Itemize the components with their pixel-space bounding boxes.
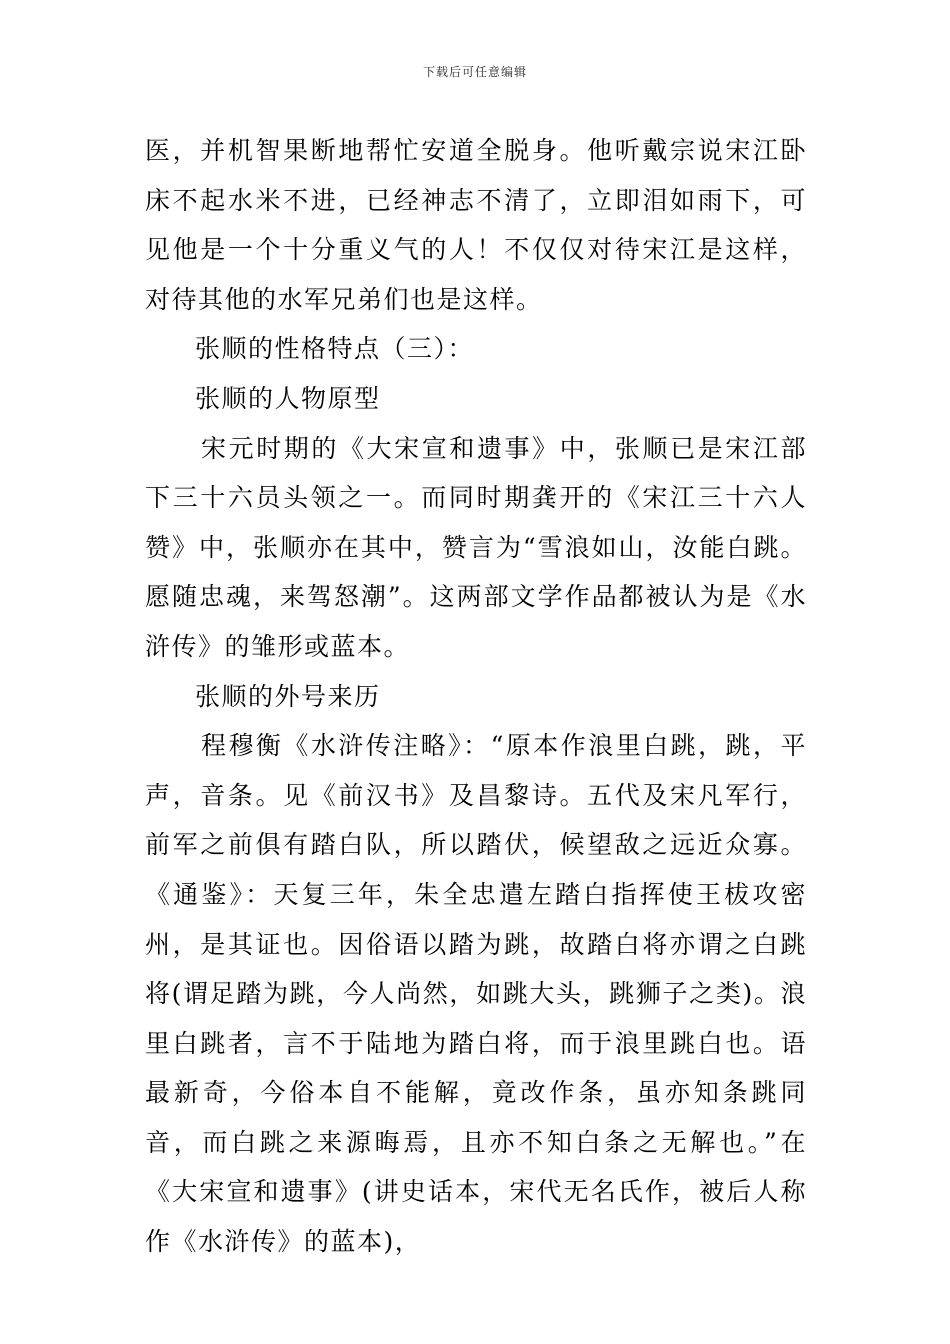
paragraph-nickname-origin: 程穆衡《水浒传注略》：“原本作浪里白跳，跳，平声，音条。见《前汉书》及昌黎诗。五代及宋凡军行，前军之前俱有踏白队，所以踏伏，候望敌之远近众寡。《通鉴》：天复三年，朱全忠遣左踏白指挥使王柭攻密州，是其证也。因俗语以踏为跳，故踏白将亦谓之白跳将(谓足踏为跳，今人尚然，如跳大头，跳狮子之类)。浪里白跳者，言不于陆地为踏白将，而于浪里跳白也。语最新奇，今俗本自不能解，竟改作条，虽亦知条跳同音，而白跳之来源晦焉，且亦不知白条之无解也。”在《大宋宣和遗事》(讲史话本，宋代无名氏作，被后人称作《水浒传》的蓝本)，	[145, 731, 807, 1257]
paragraph-prototype: 宋元时期的《大宋宣和遗事》中，张顺已是宋江部下三十六员头领之一。而同时期龚开的《宋江三十六人赞》中，张顺亦在其中，赞言为“雪浪如山，汝能白跳。愿随忠魂，来驾怒潮”。这两部文学作品都被认为是《水浒传》的雏形或蓝本。	[145, 433, 807, 661]
section-heading-personality-3: 张顺的性格特点（三）：	[195, 334, 475, 364]
page-header: 下载后可任意编辑	[422, 65, 527, 79]
paragraph-zhang-shun-loyalty: 医，并机智果断地帮忙安道全脱身。他听戴宗说宋江卧床不起水米不进，已经神志不清了，立即泪如雨下，可见他是一个十分重义气的人！不仅仅对待宋江是这样，对待其他的水军兄弟们也是这样。	[145, 136, 807, 314]
section-heading-prototype: 张顺的人物原型	[195, 383, 381, 413]
section-heading-nickname-origin: 张顺的外号来历	[195, 681, 381, 711]
document-body	[145, 126, 807, 1267]
